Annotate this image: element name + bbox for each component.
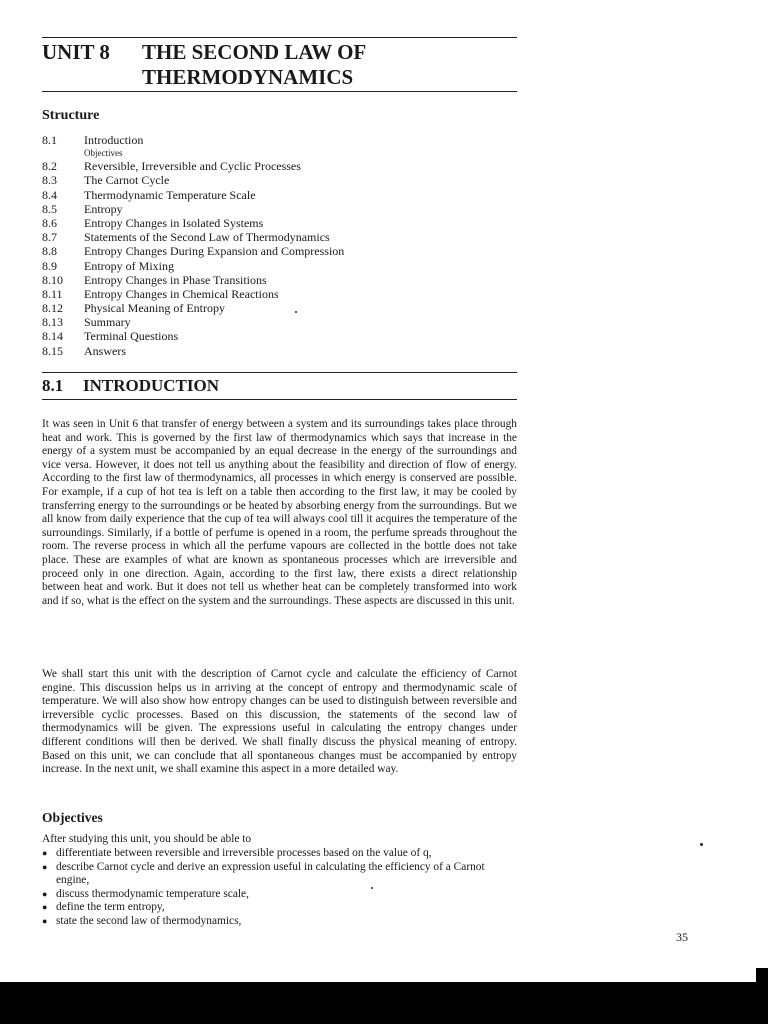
unit-title-line2: THERMODYNAMICS [142, 65, 354, 89]
toc-number: 8.5 [42, 201, 57, 216]
toc-item [42, 259, 522, 273]
toc-item [42, 216, 522, 230]
toc-number: 8.13 [42, 315, 63, 330]
objective-item: ● discuss thermodynamic temperature scale, [42, 888, 517, 902]
toc-label: Reversible, Irreversible and Cyclic Processes [84, 159, 301, 174]
scan-speck [295, 311, 297, 313]
objective-item: ● differentiate between reversible and irreversible processes based on the value of q, [42, 847, 517, 861]
toc-item [42, 301, 522, 315]
objectives-heading: Objectives [42, 810, 103, 825]
toc-label: Entropy Changes in Chemical Reactions [84, 286, 279, 301]
intro-paragraph-2: We shall start this unit with the description of Carnot cycle and calculate the efficiency of Carnot engine. This discussion helps us in arriving at the concept of entropy and thermodynamic scale of temperature. We will also show how entropy changes can be used to distinguish between reversible and irreversible cyclic processes. Based on this discussion, the statements of the second law of thermodynamics will be given. The expressions useful in calculating the entropy changes under different conditions will then be derived. We shall finally discuss the physical meaning of entropy. Based on this unit, we can conclude that all spontaneous changes must be accompanied by entropy increase. In the next unit, we shall examine this aspect in a more detailed way. [42, 668, 517, 776]
toc-number: 8.9 [42, 258, 57, 273]
toc-label: Terminal Questions [84, 329, 179, 344]
toc-label: Entropy Changes in Isolated Systems [84, 215, 264, 230]
toc-number: 8.10 [42, 272, 63, 287]
toc-item [42, 344, 522, 358]
toc-number: 8.12 [42, 301, 63, 316]
toc-item [42, 133, 522, 147]
heading-rule [42, 91, 517, 92]
toc-label: Thermodynamic Temperature Scale [84, 187, 256, 202]
toc-number: 8.3 [42, 173, 57, 188]
toc-label: Introduction [84, 133, 144, 147]
toc-label: Entropy Changes in Phase Transitions [84, 272, 267, 287]
toc-number: 8.1 [42, 133, 57, 147]
scan-speck [700, 843, 703, 846]
scan-speck [371, 887, 373, 889]
toc-subitem: Objectives [84, 148, 123, 159]
objective-item: ● state the second law of thermodynamics, [42, 915, 517, 929]
toc-label: Summary [84, 315, 131, 330]
toc-item [42, 230, 522, 244]
toc-label: The Carnot Cycle [84, 173, 170, 188]
toc-number: 8.14 [42, 329, 63, 344]
toc-label: Statements of the Second Law of Thermodynamics [84, 230, 330, 245]
toc-label: Physical Meaning of Entropy [84, 301, 225, 316]
objectives-list [42, 847, 517, 929]
toc-item [42, 202, 522, 216]
toc-item [42, 329, 522, 343]
unit-title-line1: THE SECOND LAW OF [142, 40, 367, 64]
toc-label: Entropy [84, 201, 123, 216]
toc-item [42, 287, 522, 301]
toc-label: Answers [84, 343, 126, 358]
toc-number: 8.15 [42, 343, 63, 358]
objectives-intro: After studying this unit, you should be able to [42, 833, 252, 845]
structure-heading: Structure [42, 108, 100, 123]
intro-paragraph-1: It was seen in Unit 6 that transfer of energy between a system and its surroundings takes place through heat and work. This is governed by the first law of thermodynamics which says that increase in the energy of a system must be accompanied by an equal decrease in the energy of the surroundings and vice versa. However, it does not tell us anything about the feasibility and direction of flow of energy. According to the first law of thermodynamics, all processes in which energy is conserved are possible. For example, if a cup of hot tea is left on a table then according to the first law, it may be cooled by transferring energy to the surroundings or be heated by absorbing energy from the surroundings. But we all know from daily experience that the cup of tea will always cool till it acquires the temperature of the surroundings. Similarly, if a bottle of perfume is opened in a room, the perfume spreads throughout the room. The reverse process in which all the perfume vapours are collected in the bottle does not take place. These are examples of what are known as spontaneous processes which are irreversible and proceed only in one direction. Again, according to the first law, there exists a direct relationship between heat and work. But it does not tell us whether heat can be completely transformed into work and if so, what is the effect on the system and the surroundings. These aspects are discussed in this unit. [42, 418, 517, 607]
toc-item [42, 273, 522, 287]
toc-number: 8.8 [42, 244, 57, 259]
toc-number: 8.2 [42, 159, 57, 174]
section-top-rule [42, 372, 517, 373]
toc-item [42, 188, 522, 202]
structure-list [42, 133, 522, 358]
toc-item [42, 244, 522, 258]
toc-number: 8.7 [42, 230, 57, 245]
toc-item [42, 159, 522, 173]
toc-label: Entropy of Mixing [84, 258, 174, 273]
objective-item: ● define the term entropy, [42, 901, 517, 915]
unit-number: UNIT 8 [42, 40, 110, 64]
toc-number: 8.11 [42, 286, 63, 301]
section-title: INTRODUCTION [83, 376, 220, 395]
top-rule [42, 37, 517, 38]
objective-item: ● describe Carnot cycle and derive an expression useful in calculating the efficiency of a Carnot engine, [42, 861, 517, 888]
section-bottom-rule [42, 399, 517, 400]
scan-bottom-band [0, 982, 768, 1024]
toc-item [42, 315, 522, 329]
toc-number: 8.4 [42, 187, 57, 202]
section-number: 8.1 [42, 376, 64, 395]
toc-number: 8.6 [42, 215, 57, 230]
toc-label: Entropy Changes During Expansion and Compression [84, 244, 345, 259]
page-number: 35 [676, 930, 688, 944]
toc-item [42, 173, 522, 187]
